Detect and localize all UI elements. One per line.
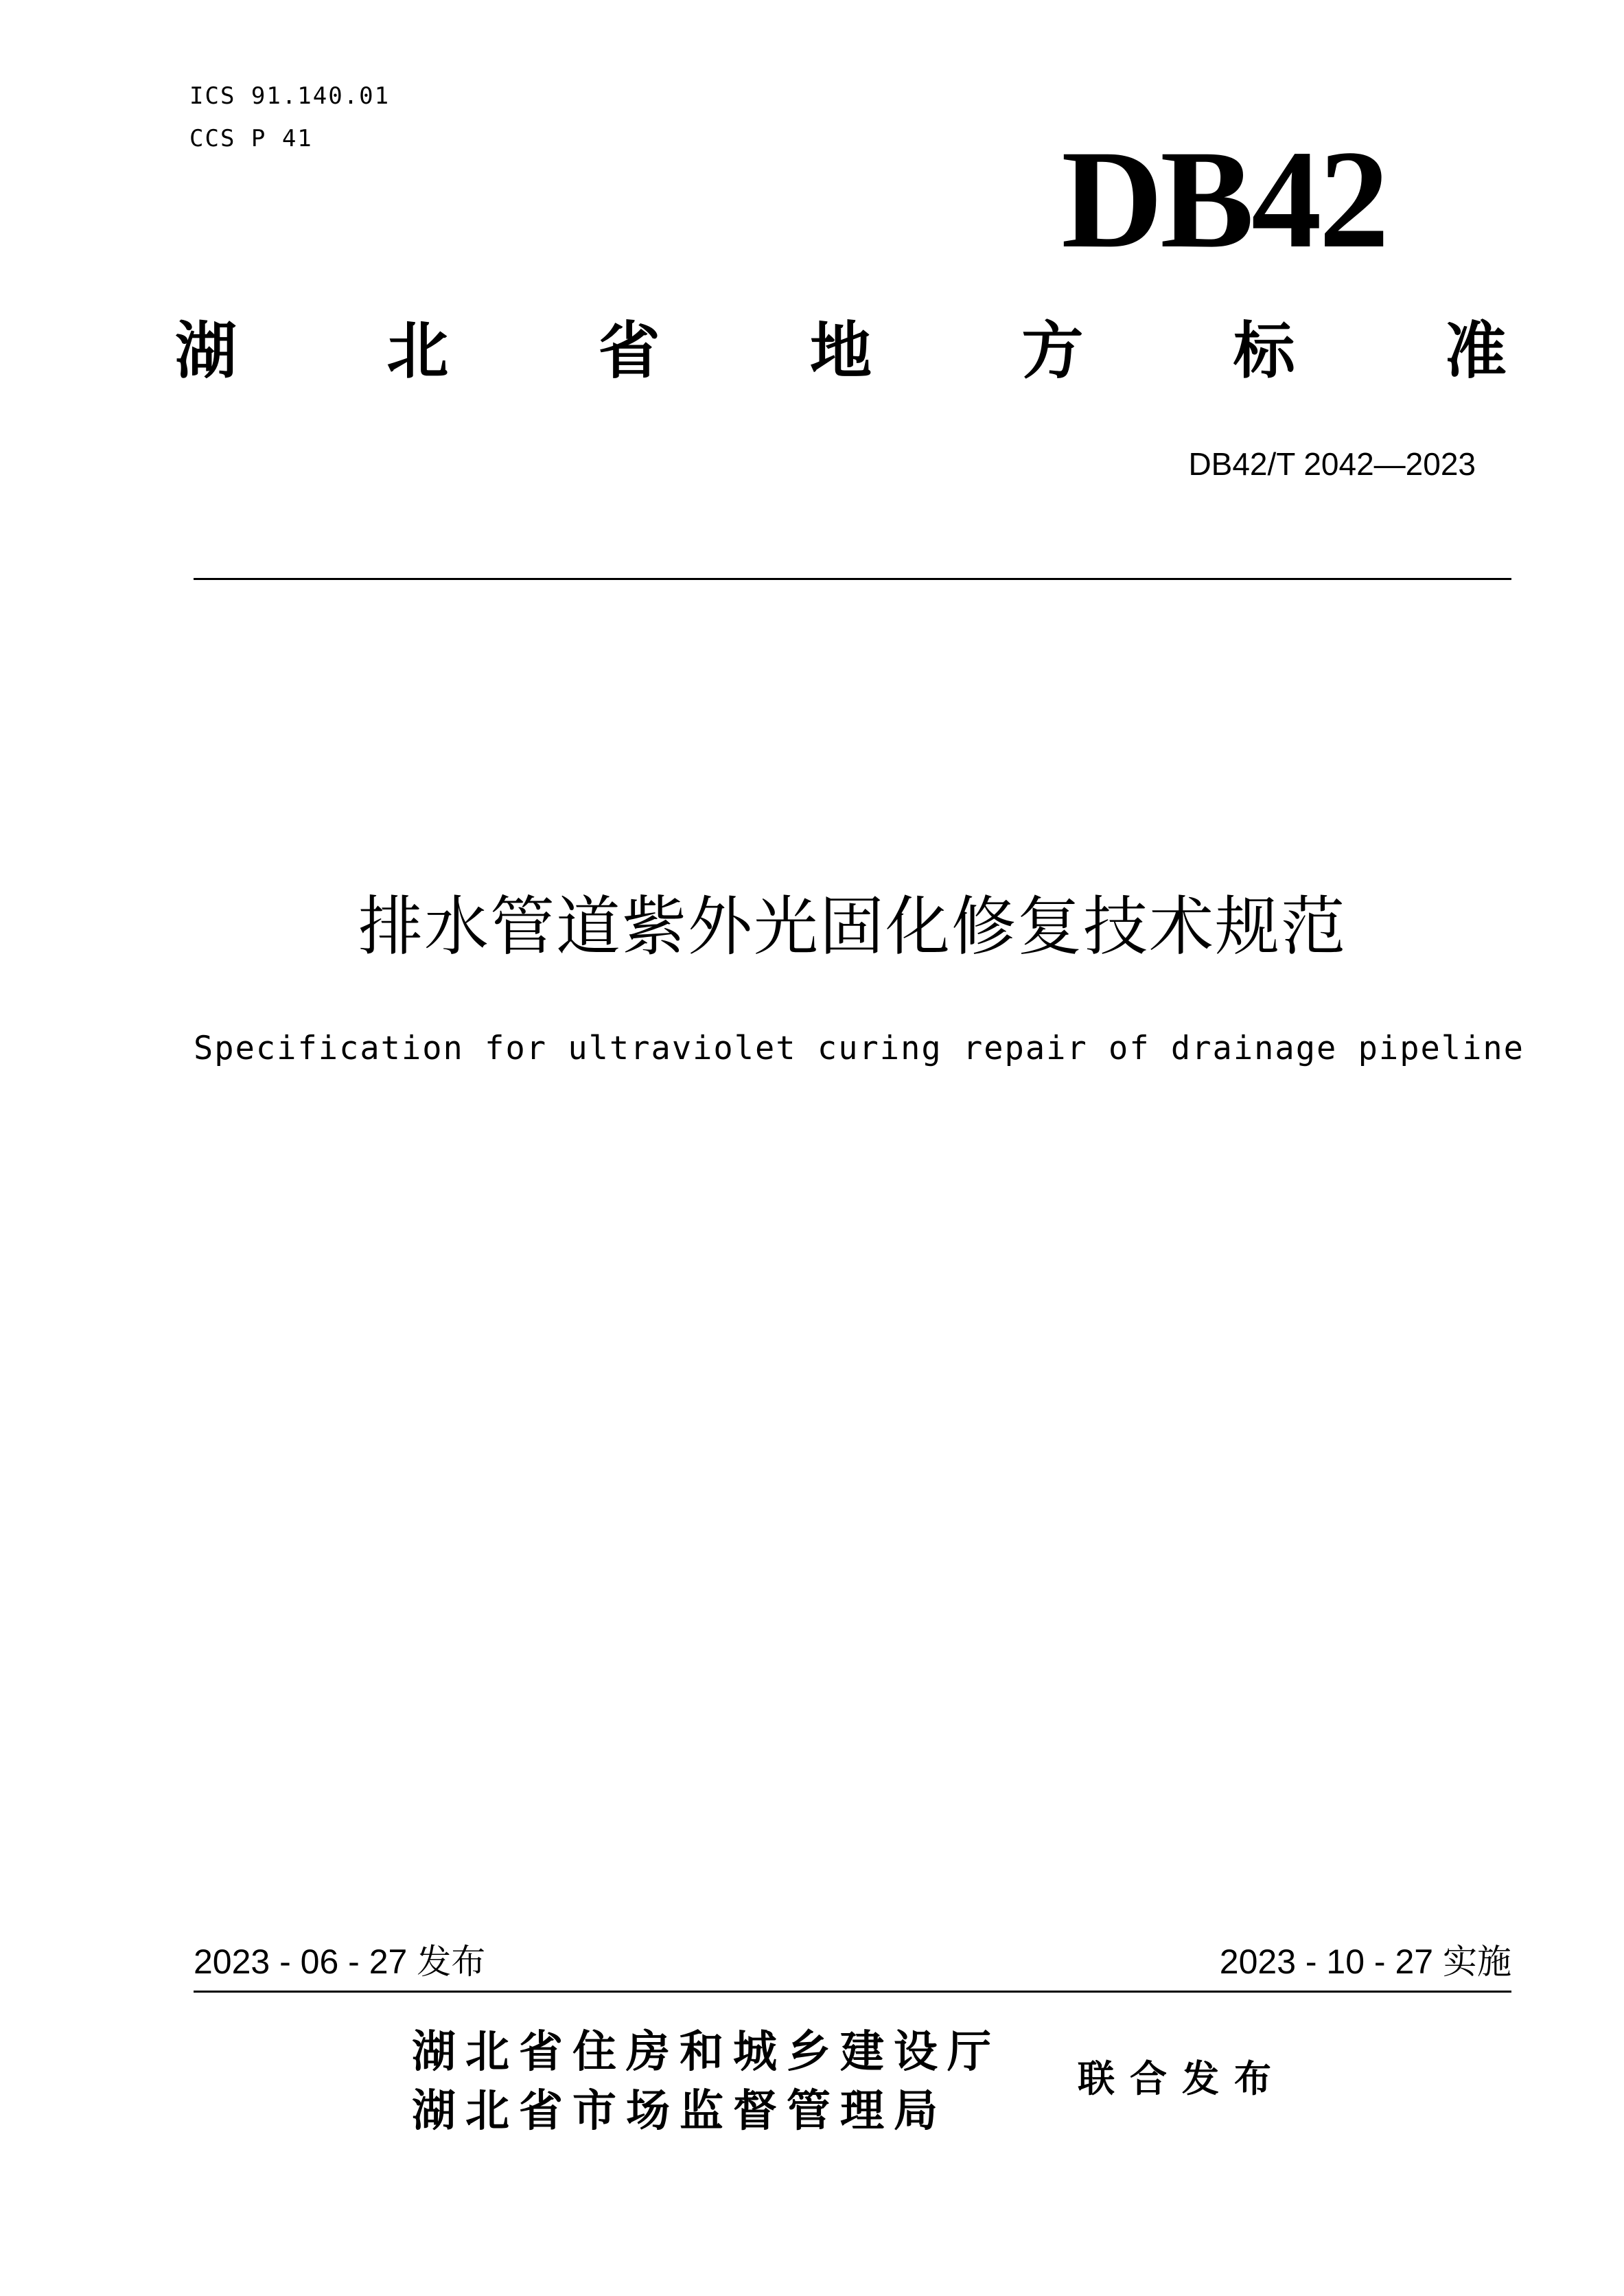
- standard-type-char: 标: [1233, 315, 1295, 387]
- issuer-housing-department: 湖北省住房和城乡建设厅: [412, 2027, 1001, 2078]
- standard-type-char: 准: [1444, 315, 1507, 387]
- title-chinese: 排水管道紫外光固化修复技术规范: [358, 890, 1347, 964]
- bottom-divider: [194, 1991, 1511, 1993]
- publish-date: 2023 - 06 - 27 发布: [194, 1943, 486, 1981]
- issuer-market-regulation: 湖北省市场监督管理局: [412, 2086, 947, 2137]
- implement-date: 2023 - 10 - 27 实施: [1219, 1943, 1511, 1981]
- standard-type-char: 湖: [175, 315, 237, 387]
- standard-number: DB42/T 2042—2023: [1188, 446, 1476, 482]
- title-english: Specification for ultraviolet curing repair of drainage pipeline: [194, 1030, 1524, 1067]
- top-divider: [194, 578, 1511, 580]
- standard-type-char: 方: [1021, 315, 1084, 387]
- standard-type-char: 省: [598, 315, 660, 387]
- db42-logo: DB42: [1061, 121, 1387, 277]
- ccs-code: CCS P 41: [189, 125, 313, 152]
- standard-type-char: 地: [809, 315, 872, 387]
- ics-code: ICS 91.140.01: [189, 82, 391, 110]
- standard-type-heading: [175, 317, 1507, 386]
- joint-issue-label: 联合发布: [1078, 2057, 1286, 2100]
- standard-type-char: 北: [386, 315, 449, 387]
